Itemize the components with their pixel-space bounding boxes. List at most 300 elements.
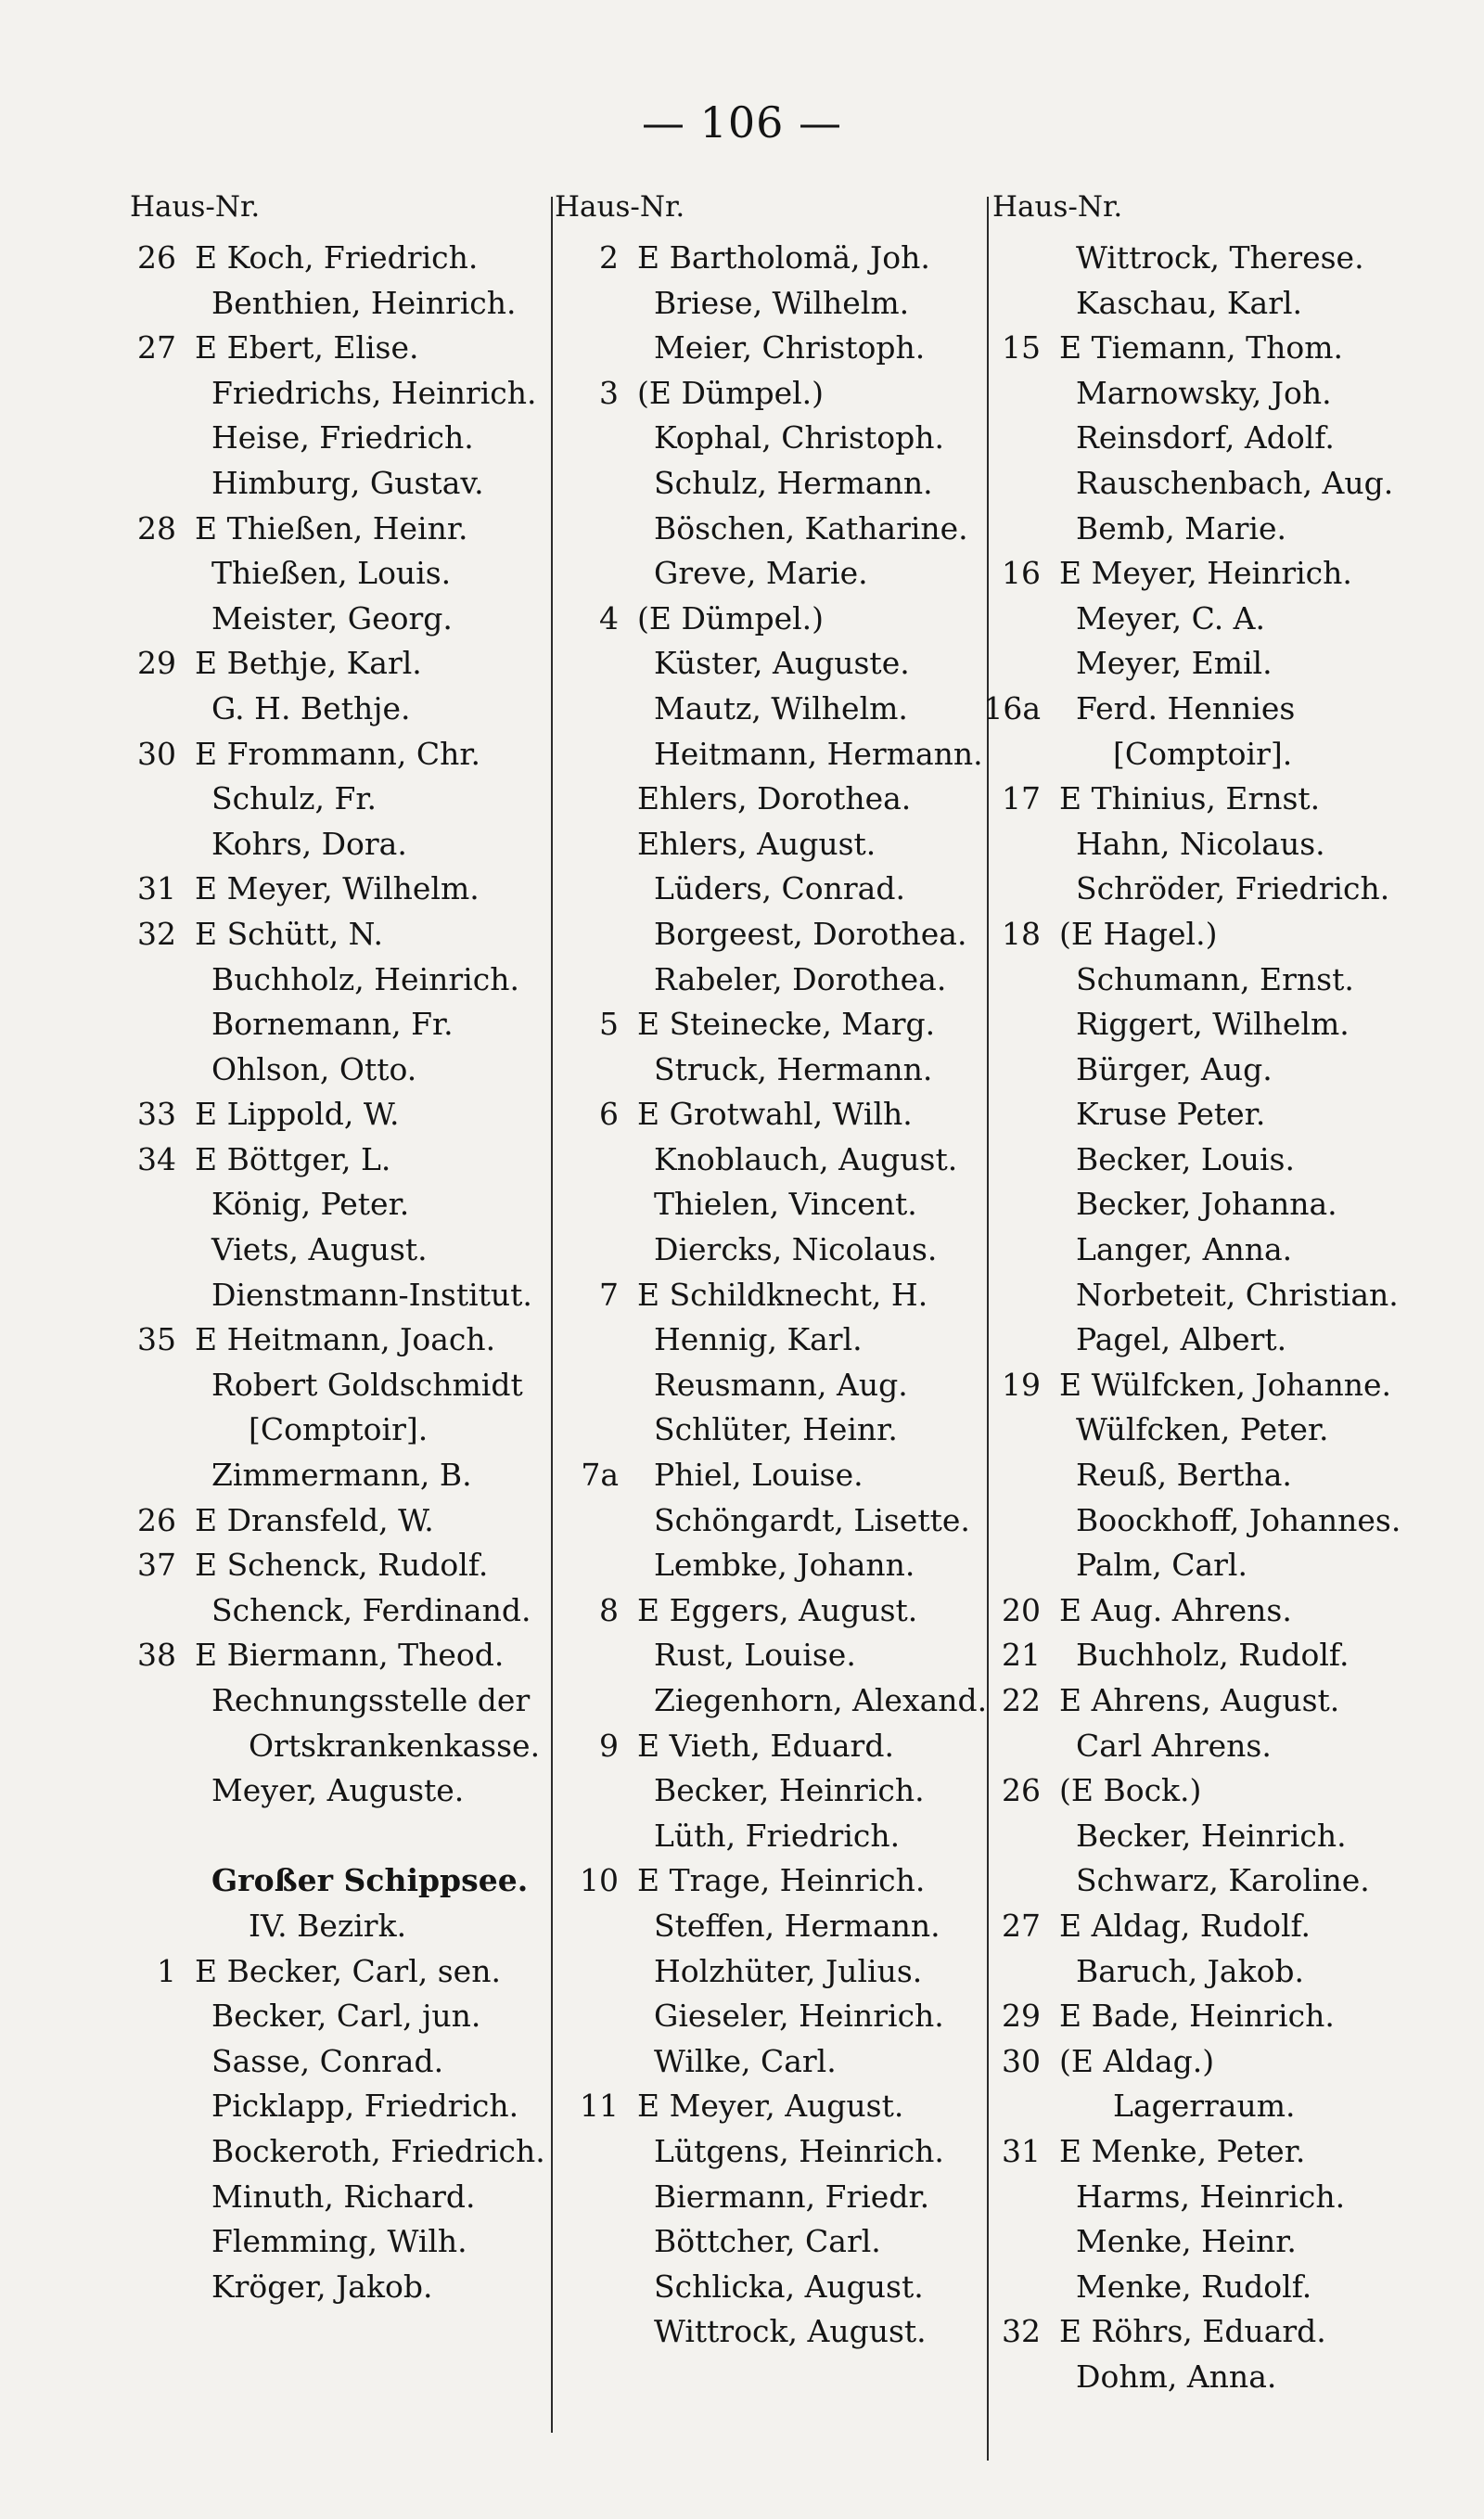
- resident-name: E Trage, Heinrich.: [637, 1862, 926, 1899]
- house-number: 34: [137, 1140, 176, 1177]
- directory-entry: [109, 1047, 545, 1093]
- directory-entry: [974, 416, 1475, 461]
- directory-entry: [974, 957, 1475, 1003]
- directory-entry: [109, 1768, 545, 1814]
- directory-entry: [974, 912, 1475, 957]
- directory-entry: [109, 1317, 545, 1363]
- directory-entry: [974, 2084, 1475, 2129]
- resident-name: Bornemann, Fr.: [211, 1006, 454, 1043]
- directory-entry: [974, 326, 1475, 371]
- house-number: 27: [137, 329, 176, 366]
- directory-entry: [109, 2219, 545, 2265]
- resident-name: E Becker, Carl, sen.: [195, 1952, 501, 1989]
- resident-name: Harms, Heinrich.: [1076, 2178, 1346, 2215]
- directory-entry: [974, 1363, 1475, 1408]
- directory-entry: [974, 1137, 1475, 1183]
- directory-entry: [974, 1678, 1475, 1724]
- house-number: 26: [137, 239, 176, 276]
- directory-entry: [974, 1227, 1475, 1273]
- resident-name: Baruch, Jakob.: [1076, 1952, 1305, 1989]
- house-number: 17: [1002, 780, 1041, 817]
- directory-entry: [109, 732, 545, 778]
- resident-name: Rechnungsstelle der: [211, 1682, 531, 1718]
- column-1-header: Haus-Nr.: [130, 190, 261, 224]
- resident-name: Becker, Carl, jun.: [211, 1998, 481, 2035]
- directory-entry: [552, 1137, 983, 1183]
- resident-name: Rust, Louise.: [654, 1637, 856, 1674]
- resident-name: (E Hagel.): [1059, 915, 1218, 952]
- resident-name: Kröger, Jakob.: [211, 2268, 433, 2305]
- resident-name: Ziegenhorn, Alexand.: [654, 1682, 988, 1718]
- resident-name: Lembke, Johann.: [654, 1547, 915, 1584]
- directory-entry: [552, 957, 983, 1003]
- resident-name: Meyer, C. A.: [1076, 599, 1265, 636]
- directory-entry: [974, 1498, 1475, 1544]
- resident-name: Hennig, Karl.: [654, 1321, 863, 1358]
- directory-entry: [552, 2084, 983, 2129]
- house-number: 15: [1002, 329, 1041, 366]
- resident-name: Sasse, Conrad.: [211, 2042, 444, 2079]
- resident-name: E Ebert, Elise.: [195, 329, 419, 366]
- resident-name: E Heitmann, Joach.: [195, 1321, 496, 1358]
- house-number: 3: [599, 374, 619, 411]
- directory-entry: [109, 2084, 545, 2129]
- resident-name: Becker, Heinrich.: [1076, 1817, 1347, 1854]
- directory-entry: [109, 2175, 545, 2220]
- resident-name: Benthien, Heinrich.: [211, 284, 517, 321]
- resident-name: Hahn, Nicolaus.: [1076, 825, 1325, 862]
- house-number: 38: [137, 1637, 176, 1674]
- directory-entry: [109, 1994, 545, 2039]
- directory-entry: [109, 1407, 545, 1453]
- resident-name: Buchholz, Heinrich.: [211, 960, 519, 997]
- resident-name: Meyer, Auguste.: [211, 1772, 465, 1809]
- directory-entry: [109, 1498, 545, 1544]
- directory-entry: [552, 777, 983, 822]
- directory-entry: [552, 1002, 983, 1047]
- resident-name: Schwarz, Karoline.: [1076, 1862, 1370, 1899]
- directory-entry: [974, 2129, 1475, 2175]
- resident-name: Böschen, Katharine.: [654, 509, 968, 546]
- directory-entry: [974, 822, 1475, 868]
- directory-entry: [109, 1227, 545, 1273]
- resident-name: Böttcher, Carl.: [654, 2223, 881, 2260]
- resident-name: Lütgens, Heinrich.: [654, 2132, 944, 2169]
- resident-name: E Meyer, Heinrich.: [1059, 555, 1352, 592]
- resident-name: Bürger, Aug.: [1076, 1050, 1273, 1087]
- resident-name: Zimmermann, B.: [211, 1457, 472, 1494]
- resident-name: Rauschenbach, Aug.: [1076, 464, 1394, 501]
- house-number: 6: [599, 1096, 619, 1133]
- resident-name: Minuth, Richard.: [211, 2178, 476, 2215]
- house-number: 30: [1002, 2042, 1041, 2079]
- directory-entry: [552, 416, 983, 461]
- resident-name: Biermann, Friedr.: [654, 2178, 930, 2215]
- resident-name: Becker, Louis.: [1076, 1140, 1295, 1177]
- resident-name: Picklapp, Friedrich.: [211, 2088, 519, 2125]
- resident-name: Wittrock, August.: [654, 2313, 927, 2350]
- column-2: [552, 236, 988, 2355]
- resident-name: E Böttger, L.: [195, 1140, 391, 1177]
- resident-name: Wilke, Carl.: [654, 2042, 837, 2079]
- directory-entry: [974, 1949, 1475, 1995]
- house-number: 5: [599, 1006, 619, 1043]
- resident-name: Kaschau, Karl.: [1076, 284, 1303, 321]
- directory-entry: [109, 641, 545, 687]
- directory-entry: [974, 641, 1475, 687]
- resident-name: Ehlers, August.: [637, 825, 876, 862]
- directory-entry: [974, 2039, 1475, 2085]
- resident-name: Bockeroth, Friedrich.: [211, 2132, 545, 2169]
- house-number: 7: [599, 1276, 619, 1313]
- directory-entry: [552, 1092, 983, 1137]
- resident-name: Riggert, Wilhelm.: [1076, 1006, 1350, 1043]
- resident-name: Bemb, Marie.: [1076, 509, 1286, 546]
- directory-entry: [109, 1363, 545, 1408]
- directory-entry: [109, 1678, 545, 1724]
- house-number: 32: [1002, 2313, 1041, 2350]
- house-number: 9: [599, 1727, 619, 1764]
- house-number: 26: [137, 1501, 176, 1538]
- directory-entry: [109, 1273, 545, 1318]
- directory-entry: [552, 1678, 988, 1724]
- resident-name: Küster, Auguste.: [654, 645, 910, 682]
- directory-entry: [552, 1453, 983, 1498]
- resident-name: E Grotwahl, Wilh.: [637, 1096, 913, 1133]
- directory-entry: [109, 281, 545, 327]
- directory-entry: [552, 461, 983, 507]
- resident-name: Becker, Heinrich.: [654, 1772, 925, 1809]
- directory-entry: [109, 1588, 545, 1634]
- directory-entry: [552, 1949, 983, 1995]
- resident-name: E Aug. Ahrens.: [1059, 1591, 1292, 1628]
- resident-name: E Schenck, Rudolf.: [195, 1547, 489, 1584]
- directory-entry: [974, 507, 1475, 552]
- directory-entry: [552, 2039, 983, 2085]
- resident-name: Wittrock, Therese.: [1076, 239, 1364, 276]
- directory-entry: [552, 1858, 983, 1904]
- resident-name: E Meyer, Wilhelm.: [195, 870, 480, 907]
- directory-entry: [974, 1047, 1475, 1093]
- resident-name: E Meyer, August.: [637, 2088, 904, 2125]
- resident-name: Steffen, Hermann.: [654, 1907, 940, 1944]
- directory-entry: [974, 1994, 1475, 2039]
- street-heading: [109, 1858, 545, 1904]
- house-number: 31: [137, 870, 176, 907]
- directory-entry: [552, 641, 983, 687]
- directory-entry: [552, 597, 983, 642]
- resident-name: Wülfcken, Peter.: [1076, 1411, 1329, 1448]
- column-1: [109, 236, 545, 2309]
- resident-name: E Schildknecht, H.: [637, 1276, 928, 1313]
- resident-name: Kophal, Christoph.: [654, 419, 944, 456]
- resident-name: Friedrichs, Heinrich.: [211, 374, 537, 411]
- directory-entry: [974, 2355, 1475, 2400]
- house-number: 37: [137, 1547, 176, 1584]
- directory-entry: [974, 777, 1475, 822]
- street-name: Großer Schippsee.: [211, 1862, 529, 1899]
- house-number: 21: [1002, 1637, 1041, 1674]
- resident-name: Thießen, Louis.: [211, 555, 452, 592]
- house-number: 19: [1002, 1366, 1041, 1403]
- resident-name: Greve, Marie.: [654, 555, 868, 592]
- resident-name: [Comptoir].: [1113, 735, 1293, 772]
- house-number: 10: [580, 1862, 619, 1899]
- directory-entry: [109, 416, 545, 461]
- directory-entry: [109, 867, 545, 912]
- house-number: 7a: [581, 1457, 619, 1494]
- resident-name: E Steinecke, Marg.: [637, 1006, 936, 1043]
- column-3: [974, 236, 1475, 2400]
- directory-entry: [974, 1814, 1475, 1859]
- resident-name: E Eggers, August.: [637, 1591, 918, 1628]
- resident-name: Borgeest, Dorothea.: [654, 915, 967, 952]
- directory-entry: [109, 1092, 545, 1137]
- house-number: 2: [599, 239, 619, 276]
- directory-entry: [552, 867, 983, 912]
- house-number: 18: [1002, 915, 1041, 952]
- house-number: 30: [137, 735, 176, 772]
- directory-entry: [974, 2309, 1475, 2355]
- resident-name: Himburg, Gustav.: [211, 464, 484, 501]
- directory-entry: [974, 687, 1475, 732]
- resident-name: Ferd. Hennies: [1076, 689, 1296, 726]
- directory-entry: [552, 1588, 983, 1634]
- house-number: 29: [137, 645, 176, 682]
- resident-name: Flemming, Wilh.: [211, 2223, 467, 2260]
- directory-entry: [109, 822, 545, 868]
- directory-entry: [552, 236, 983, 281]
- directory-entry: [109, 1949, 545, 1995]
- resident-name: (E Bock.): [1059, 1772, 1202, 1809]
- house-number: 4: [599, 599, 619, 636]
- directory-entry: [109, 551, 545, 597]
- directory-entry: [552, 2129, 983, 2175]
- resident-name: E Schütt, N.: [195, 915, 383, 952]
- directory-entry: [109, 236, 545, 281]
- resident-name: Diercks, Nicolaus.: [654, 1231, 938, 1268]
- directory-entry: [974, 1633, 1475, 1678]
- house-number: 20: [1002, 1591, 1041, 1628]
- house-number: 33: [137, 1096, 176, 1133]
- resident-name: Schumann, Ernst.: [1076, 960, 1354, 997]
- resident-name: Pagel, Albert.: [1076, 1321, 1287, 1358]
- resident-name: (E Aldag.): [1059, 2042, 1215, 2079]
- resident-name: Holzhüter, Julius.: [654, 1952, 923, 1989]
- directory-entry: [109, 1724, 545, 1769]
- directory-entry: [109, 2265, 545, 2310]
- directory-entry: [974, 371, 1475, 417]
- resident-name: Ortskrankenkasse.: [249, 1727, 541, 1764]
- resident-name: E Lippold, W.: [195, 1096, 400, 1133]
- directory-entry: [552, 2309, 983, 2355]
- directory-entry: [552, 1047, 983, 1093]
- directory-entry: [552, 2175, 983, 2220]
- resident-name: [Comptoir].: [249, 1411, 429, 1448]
- directory-entry: [552, 551, 983, 597]
- directory-entry: [552, 1633, 983, 1678]
- resident-name: Robert Goldschmidt: [211, 1366, 523, 1403]
- directory-entry: [552, 1227, 983, 1273]
- directory-entry: [109, 1543, 545, 1588]
- resident-name: Lagerraum.: [1113, 2088, 1296, 2125]
- directory-entry: [552, 1768, 983, 1814]
- directory-entry: [552, 912, 983, 957]
- directory-entry: [109, 1182, 545, 1227]
- resident-name: Menke, Heinr.: [1076, 2223, 1297, 2260]
- directory-entry: [109, 371, 545, 417]
- resident-name: Buchholz, Rudolf.: [1076, 1637, 1350, 1674]
- resident-name: E Bethje, Karl.: [195, 645, 422, 682]
- directory-entry: [552, 281, 983, 327]
- resident-name: (E Dümpel.): [637, 374, 825, 411]
- directory-entry: [974, 1543, 1475, 1588]
- directory-entry: [974, 1182, 1475, 1227]
- directory-entry: [552, 1498, 983, 1544]
- resident-name: E Ahrens, August.: [1059, 1682, 1340, 1718]
- resident-name: Knoblauch, August.: [654, 1140, 958, 1177]
- directory-entry: [974, 1768, 1475, 1814]
- directory-entry: [109, 507, 545, 552]
- directory-entry: [552, 1182, 983, 1227]
- resident-name: Rabeler, Dorothea.: [654, 960, 947, 997]
- resident-name: Heise, Friedrich.: [211, 419, 474, 456]
- directory-entry: [552, 1273, 983, 1318]
- resident-name: IV. Bezirk.: [249, 1907, 407, 1944]
- house-number: 29: [1002, 1998, 1041, 2035]
- directory-entry: [552, 1543, 983, 1588]
- house-number: 28: [137, 509, 176, 546]
- resident-name: Schulz, Hermann.: [654, 464, 933, 501]
- resident-name: E Menke, Peter.: [1059, 2132, 1306, 2169]
- directory-entry: [552, 1317, 983, 1363]
- directory-entry: [552, 1904, 983, 1949]
- resident-name: Phiel, Louise.: [654, 1457, 864, 1494]
- directory-entry: [109, 597, 545, 642]
- resident-name: Menke, Rudolf.: [1076, 2268, 1312, 2305]
- resident-name: E Koch, Friedrich.: [195, 239, 479, 276]
- resident-name: Meier, Christoph.: [654, 329, 926, 366]
- directory-entry: [974, 1858, 1475, 1904]
- resident-name: Reusmann, Aug.: [654, 1366, 908, 1403]
- directory-entry: [552, 687, 983, 732]
- directory-entry: [552, 1994, 983, 2039]
- directory-entry: [109, 687, 545, 732]
- resident-name: Lüders, Conrad.: [654, 870, 905, 907]
- directory-entry: [552, 1363, 983, 1408]
- resident-name: Heitmann, Hermann.: [654, 735, 983, 772]
- house-number: 22: [1002, 1682, 1041, 1718]
- directory-entry: [974, 1092, 1475, 1137]
- house-number: 31: [1002, 2132, 1041, 2169]
- resident-name: Meyer, Emil.: [1076, 645, 1273, 682]
- directory-entry: [974, 867, 1475, 912]
- resident-name: E Biermann, Theod.: [195, 1637, 505, 1674]
- resident-name: (E Dümpel.): [637, 599, 825, 636]
- directory-entry: [109, 2129, 545, 2175]
- resident-name: E Thießen, Heinr.: [195, 509, 468, 546]
- resident-name: Schulz, Fr.: [211, 780, 377, 817]
- directory-entry: [974, 2265, 1475, 2310]
- house-number: 27: [1002, 1907, 1041, 1944]
- directory-entry: [552, 371, 983, 417]
- directory-entry: [109, 461, 545, 507]
- resident-name: Reuß, Bertha.: [1076, 1457, 1292, 1494]
- resident-name: E Bartholomä, Joh.: [637, 239, 930, 276]
- house-number: 16: [1002, 555, 1041, 592]
- resident-name: Schöngardt, Lisette.: [654, 1501, 970, 1538]
- resident-name: Reinsdorf, Adolf.: [1076, 419, 1335, 456]
- directory-entry: [974, 2219, 1475, 2265]
- resident-name: Marnowsky, Joh.: [1076, 374, 1332, 411]
- directory-entry: [109, 2039, 545, 2085]
- resident-name: Meister, Georg.: [211, 599, 453, 636]
- resident-name: Becker, Johanna.: [1076, 1186, 1337, 1223]
- resident-name: Struck, Hermann.: [654, 1050, 933, 1087]
- house-number: 26: [1002, 1772, 1041, 1809]
- house-number: 16a: [983, 689, 1041, 726]
- directory-entry: [974, 1724, 1475, 1769]
- directory-entry: [552, 326, 983, 371]
- directory-entry: [109, 777, 545, 822]
- resident-name: G. H. Bethje.: [211, 689, 411, 726]
- directory-entry: [974, 1588, 1475, 1634]
- directory-entry: [552, 1814, 983, 1859]
- directory-entry: [109, 1904, 545, 1949]
- resident-name: E Bade, Heinrich.: [1059, 1998, 1335, 2035]
- resident-name: Dienstmann-Institut.: [211, 1276, 532, 1313]
- directory-entry: [974, 2175, 1475, 2220]
- resident-name: Dohm, Anna.: [1076, 2358, 1277, 2395]
- directory-entry: [974, 1002, 1475, 1047]
- house-number: 35: [137, 1321, 176, 1358]
- directory-entry: [974, 281, 1475, 327]
- directory-entry: [974, 1317, 1475, 1363]
- resident-name: Thielen, Vincent.: [654, 1186, 917, 1223]
- resident-name: Mautz, Wilhelm.: [654, 689, 908, 726]
- directory-entry: [109, 912, 545, 957]
- resident-name: E Röhrs, Eduard.: [1059, 2313, 1326, 2350]
- directory-entry: [552, 2265, 983, 2310]
- directory-entry: [974, 597, 1475, 642]
- house-number: 8: [599, 1591, 619, 1628]
- resident-name: Norbeteit, Christian.: [1076, 1276, 1399, 1313]
- directory-entry: [109, 1002, 545, 1047]
- directory-entry: [552, 1407, 983, 1453]
- column-2-header: Haus-Nr.: [555, 190, 685, 224]
- resident-name: E Aldag, Rudolf.: [1059, 1907, 1311, 1944]
- page-number: — 106 —: [641, 97, 843, 148]
- resident-name: Carl Ahrens.: [1076, 1727, 1272, 1764]
- directory-entry: [109, 326, 545, 371]
- resident-name: Viets, August.: [211, 1231, 428, 1268]
- directory-entry: [109, 1453, 545, 1498]
- directory-entry: [974, 1453, 1475, 1498]
- directory-entry: [552, 507, 983, 552]
- directory-entry: [974, 1273, 1475, 1318]
- resident-name: E Frommann, Chr.: [195, 735, 481, 772]
- directory-entry: [109, 1633, 545, 1678]
- resident-name: Kruse Peter.: [1076, 1096, 1266, 1133]
- resident-name: Ehlers, Dorothea.: [637, 780, 912, 817]
- directory-entry: [974, 551, 1475, 597]
- directory-entry: [109, 1814, 545, 1859]
- resident-name: Briese, Wilhelm.: [654, 284, 910, 321]
- resident-name: Boockhoff, Johannes.: [1076, 1501, 1401, 1538]
- directory-entry: [974, 732, 1475, 778]
- directory-entry: [552, 732, 983, 778]
- directory-entry: [109, 1137, 545, 1183]
